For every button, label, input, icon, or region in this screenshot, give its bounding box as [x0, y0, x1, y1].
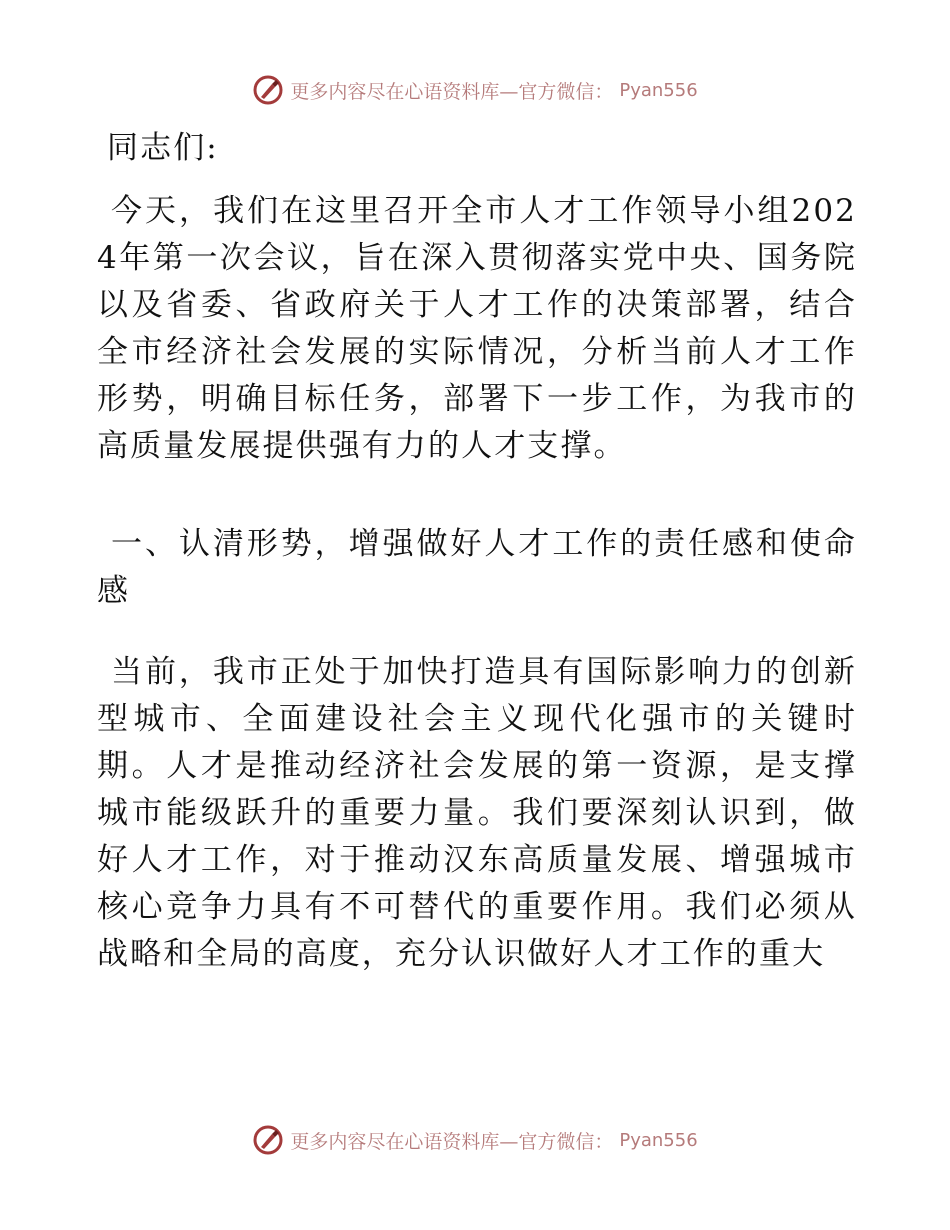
watermark-text: 更多内容尽在心语资料库—官方微信：	[290, 1130, 614, 1153]
pen-nib-circle-icon	[252, 1124, 284, 1156]
body-paragraph: 当前，我市正处于加快打造具有国际影响力的创新型城市、全面建设社会主义现代化强市的关键时期。人才是推动经济社会发展的第一资源，是支撑城市能级跃升的重要力量。我们要深刻认识到，做好人才工作，对于推动汉东高质量发展、增强城市核心竞争力具有不可替代的重要作用。我们必须从战略和全局的高度，充分认识做好人才工作的重大	[97, 654, 857, 972]
watermark-contact: Pyan556	[619, 79, 698, 101]
header-watermark	[0, 70, 950, 110]
watermark-contact: Pyan556	[619, 1129, 698, 1151]
document-body	[97, 125, 857, 978]
salutation: 同志们:	[107, 130, 219, 166]
intro-paragraph: 今天，我们在这里召开全市人才工作领导小组2024年第一次会议，旨在深入贯彻落实党中央、国务院以及省委、省政府关于人才工作的决策部署，结合全市经济社会发展的实际情况，分析当前人才工作形势，明确目标任务，部署下一步工作，为我市的高质量发展提供强有力的人才支撑。	[97, 193, 857, 464]
footer-watermark	[0, 1120, 950, 1160]
section-heading: 一、认清形势，增强做好人才工作的责任感和使命感	[97, 526, 857, 609]
pen-nib-circle-icon	[252, 74, 284, 106]
watermark-text: 更多内容尽在心语资料库—官方微信：	[290, 80, 614, 103]
